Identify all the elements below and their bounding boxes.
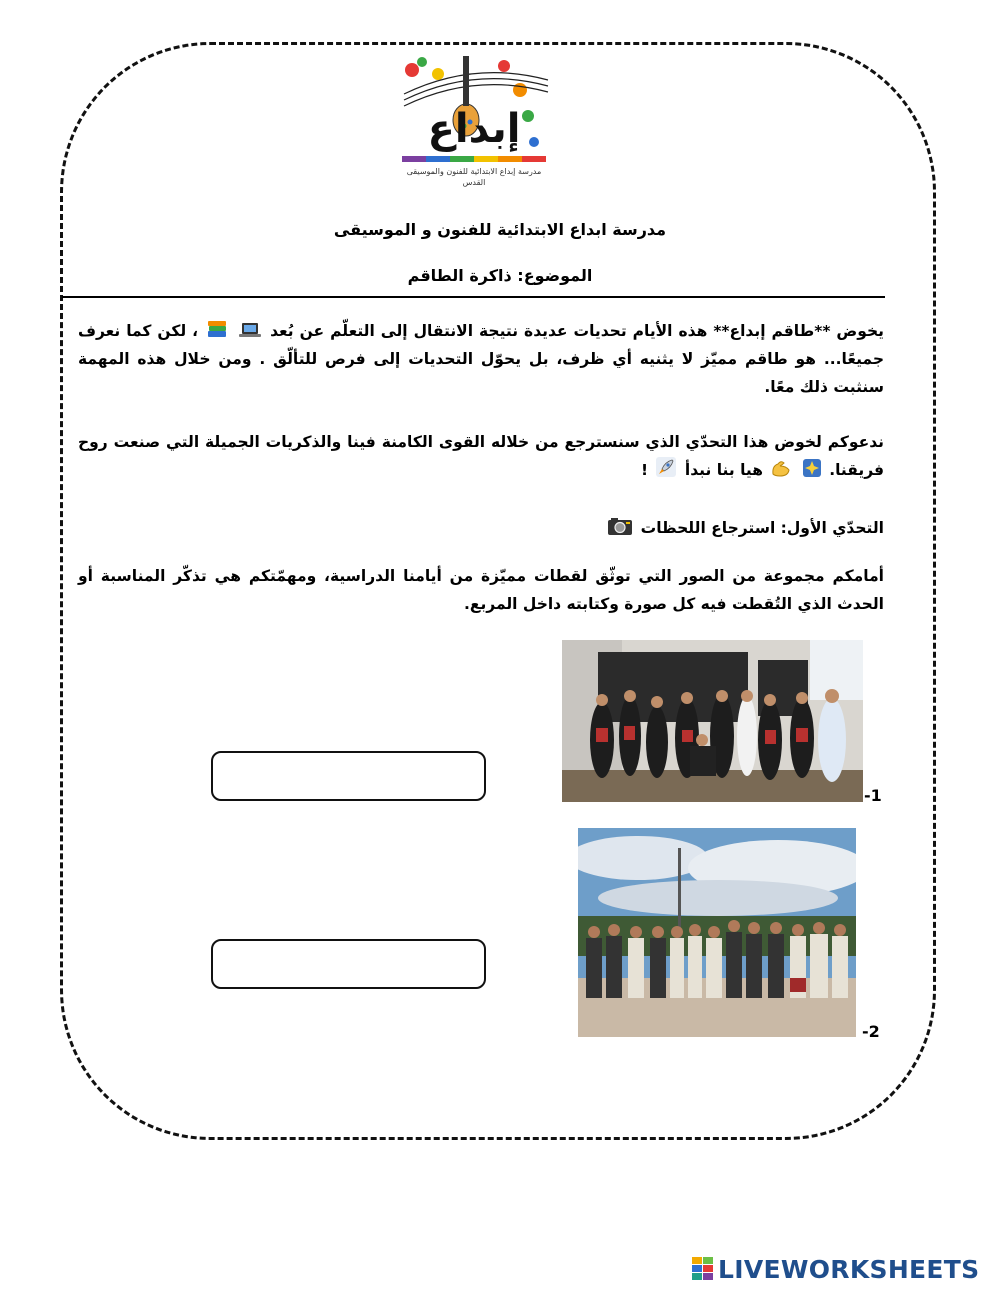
invitation-paragraph	[78, 428, 884, 484]
answer-box-1[interactable]	[211, 751, 486, 801]
invitation-text-c: !	[641, 461, 649, 479]
photo-1	[562, 640, 863, 802]
logo-caption-line2: القدس	[462, 178, 486, 187]
liveworksheets-logo-icon	[692, 1257, 714, 1281]
muscle-icon	[770, 458, 792, 478]
invitation-text-a: ندعوكم لخوض هذا التحدّي الذي سنسترجع من خلاله القوى الكامنة فينا والذكريات الجميلة التي صنعت روح فريقنا.	[78, 433, 884, 479]
divider	[62, 296, 885, 298]
logo-caption-line1: مدرسة إبداع الابتدائية للفنون والموسيقى	[406, 167, 542, 176]
instructions-paragraph: أمامكم مجموعة من الصور التي توثّق لقطات مميّزة من أيامنا الدراسية، ومهمّتكم هي تذكّر المناسبة أو الحدث الذي التُقطت فيه كل صورة وكتابته داخل المربع.	[78, 567, 884, 613]
logo-caption	[398, 166, 550, 188]
school-name: مدرسة ابداع الابتدائية للفنون و الموسيقى	[333, 220, 667, 239]
intro-paragraph	[78, 317, 884, 401]
logo-wordmark: إبداع	[427, 106, 521, 152]
question-1-number: -1	[864, 786, 882, 805]
liveworksheets-brand	[692, 1254, 979, 1284]
laptop-icon	[238, 321, 262, 339]
camera-icon	[607, 516, 633, 536]
answer-box-2[interactable]	[211, 939, 486, 989]
photo-2	[578, 828, 856, 1037]
books-icon	[206, 319, 228, 339]
intro-text-b: ، لكن كما نعرف جميعًا... هو طاقم مميّز لا يثنيه أي ظرف، بل يحوّل التحديات إلى فرص للتألّق . ومن خلال هذه المهمة سنثبت ذلك معًا.	[78, 322, 884, 396]
challenge-title-text: التحدّي الأول: استرجاع اللحظات	[640, 519, 884, 537]
sparkle-icon	[802, 458, 822, 478]
intro-text-a: يخوض **طاقم إبداع** هذه الأيام تحديات عديدة نتيجة الانتقال إلى التعلّم عن بُعد	[270, 322, 884, 340]
topic-title: الموضوع: ذاكرة الطاقم	[407, 266, 593, 285]
question-2-number: -2	[862, 1022, 880, 1041]
invitation-text-b: هيا بنا نبدأ	[684, 461, 763, 479]
rocket-icon	[655, 456, 677, 478]
liveworksheets-wordmark: LIVEWORKSHEETS	[718, 1254, 980, 1284]
challenge-title	[78, 514, 884, 542]
